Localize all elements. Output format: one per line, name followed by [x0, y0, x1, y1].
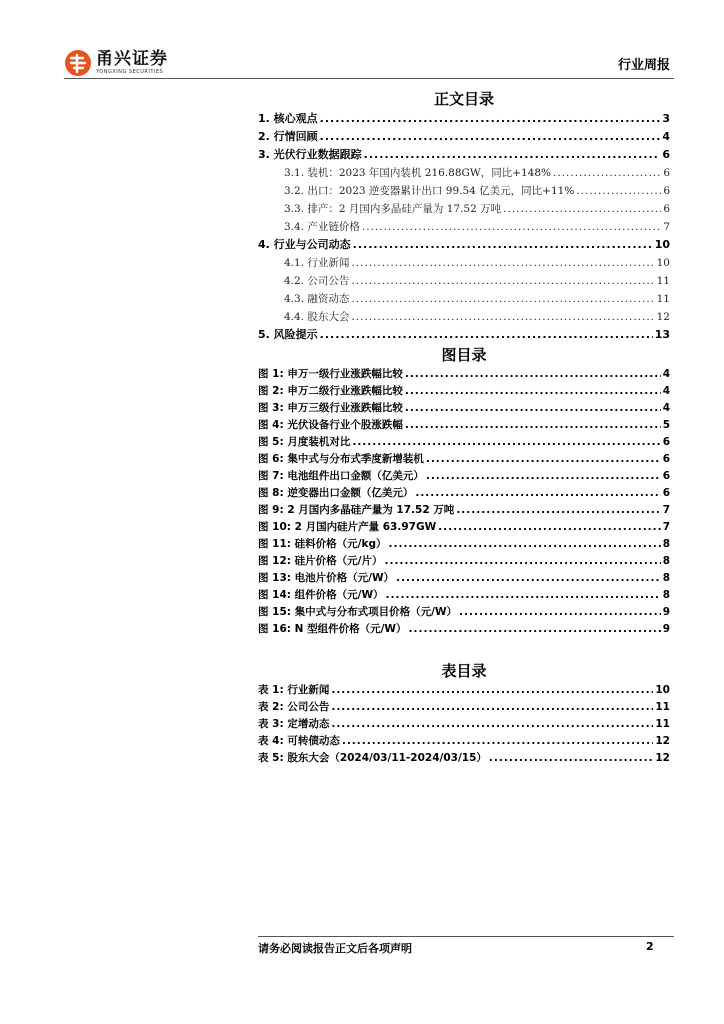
- contents-toc-entry[interactable]: [258, 164, 670, 182]
- figure-entry-page: 4: [662, 402, 670, 414]
- contents-entry-label: 3.2. 出口：2023 逆变器累计出口 99.54 亿美元，同比+11%: [284, 185, 575, 197]
- table-entry-page: 12: [655, 735, 670, 747]
- contents-toc-entry[interactable]: [258, 200, 670, 218]
- table-entry-label: 表 1: 行业新闻: [258, 684, 330, 696]
- dot-leader: [364, 146, 661, 164]
- dot-leader: [342, 733, 654, 750]
- figure-toc-entry[interactable]: [258, 536, 670, 553]
- dot-leader: [426, 451, 661, 468]
- dot-leader: [331, 699, 653, 716]
- table-entry-page: 10: [655, 684, 670, 696]
- figure-toc-entry[interactable]: [258, 400, 670, 417]
- contents-entry-page: 6: [663, 167, 670, 179]
- figure-entry-label: 图 14: 组件价格（元/W）: [258, 589, 384, 601]
- contents-entry-label: 3. 光伏行业数据跟踪: [258, 148, 362, 161]
- table-toc-entry[interactable]: [258, 716, 670, 733]
- table-toc-entry[interactable]: [258, 682, 670, 699]
- figure-entry-page: 6: [662, 487, 670, 499]
- page-header: [64, 48, 674, 78]
- contents-entry-page: 13: [654, 328, 670, 341]
- contents-toc-entry[interactable]: [258, 218, 670, 236]
- brand-name-cn: 甬兴证券: [96, 49, 168, 69]
- contents-toc-entry[interactable]: [258, 128, 670, 146]
- table-entry-label: 表 2: 公司公告: [258, 701, 330, 713]
- contents-entry-page: 6: [663, 203, 670, 215]
- figure-toc-entry[interactable]: [258, 366, 670, 383]
- brand-mark-icon: [64, 49, 92, 77]
- figure-entry-label: 图 6: 集中式与分布式季度新增装机: [258, 453, 424, 465]
- figure-entry-label: 图 12: 硅片价格（元/片）: [258, 555, 383, 567]
- contents-entry-page: 10: [654, 238, 670, 251]
- contents-toc-entry[interactable]: [258, 326, 670, 344]
- dot-leader: [351, 254, 654, 272]
- figure-entry-label: 图 7: 电池组件出口金额（亿美元）: [258, 470, 424, 482]
- contents-entry-label: 5. 风险提示: [258, 328, 318, 341]
- dot-leader: [405, 383, 661, 400]
- dot-leader: [352, 434, 660, 451]
- table-entry-label: 表 5: 股东大会（2024/03/11-2024/03/15）: [258, 752, 487, 764]
- figure-entry-page: 6: [662, 453, 670, 465]
- dot-leader: [408, 621, 660, 638]
- contents-entry-label: 3.4. 产业链价格: [284, 221, 360, 233]
- contents-toc-entry[interactable]: [258, 182, 670, 200]
- contents-entry-page: 11: [656, 275, 670, 287]
- figures-toc: [258, 344, 670, 638]
- figure-toc-entry[interactable]: [258, 570, 670, 587]
- figure-toc-entry[interactable]: [258, 587, 670, 604]
- table-entry-label: 表 4: 可转债动态: [258, 735, 340, 747]
- table-entry-page: 11: [655, 718, 670, 730]
- figure-entry-page: 6: [662, 436, 670, 448]
- brand-logo: [64, 48, 168, 78]
- dot-leader: [320, 326, 653, 344]
- contents-entry-page: 3: [662, 112, 670, 125]
- figure-toc-entry[interactable]: [258, 621, 670, 638]
- dot-leader: [320, 110, 661, 128]
- dot-leader: [489, 750, 653, 767]
- contents-entry-page: 7: [663, 221, 670, 233]
- figure-toc-entry[interactable]: [258, 519, 670, 536]
- figure-entry-page: 6: [662, 470, 670, 482]
- figure-entry-label: 图 3: 申万三级行业涨跌幅比较: [258, 402, 403, 414]
- figure-entry-page: 9: [662, 623, 670, 635]
- dot-leader: [353, 236, 653, 254]
- figure-toc-entry[interactable]: [258, 604, 670, 621]
- figure-entry-label: 图 4: 光伏设备行业个股涨跌幅: [258, 419, 403, 431]
- figure-entry-page: 8: [662, 555, 670, 567]
- dot-leader: [386, 587, 661, 604]
- figure-toc-entry[interactable]: [258, 553, 670, 570]
- dot-leader: [438, 519, 661, 536]
- contents-toc: [258, 88, 670, 344]
- figure-entry-page: 9: [662, 606, 670, 618]
- table-entry-page: 11: [655, 701, 670, 713]
- figure-toc-entry[interactable]: [258, 383, 670, 400]
- table-toc-entry[interactable]: [258, 733, 670, 750]
- figures-title: 图目录: [441, 346, 487, 364]
- contents-entry-label: 4.2. 公司公告: [284, 275, 350, 287]
- page-number: 2: [646, 940, 654, 953]
- report-type-label: 行业周报: [617, 58, 670, 73]
- contents-entry-label: 4.3. 融资动态: [284, 293, 350, 305]
- figure-entry-label: 图 13: 电池片价格（元/W）: [258, 572, 395, 584]
- dot-leader: [405, 400, 661, 417]
- contents-entry-label: 2. 行情回顾: [258, 130, 318, 143]
- dot-leader: [351, 272, 654, 290]
- figure-entry-page: 5: [662, 419, 670, 431]
- figure-toc-entry[interactable]: [258, 485, 670, 502]
- contents-entry-label: 4. 行业与公司动态: [258, 238, 351, 251]
- figure-entry-page: 7: [662, 521, 670, 533]
- dot-leader: [331, 716, 653, 733]
- contents-entry-page: 4: [662, 130, 670, 143]
- figure-entry-label: 图 11: 硅料价格（元/kg）: [258, 538, 387, 550]
- dot-leader: [405, 417, 661, 434]
- footer-divider: [258, 936, 674, 937]
- contents-toc-entry[interactable]: [258, 290, 670, 308]
- table-entry-page: 12: [655, 752, 670, 764]
- contents-entry-page: 12: [656, 311, 670, 323]
- disclaimer-note: 请务必阅读报告正文后各项声明: [258, 942, 412, 955]
- dot-leader: [459, 604, 661, 621]
- contents-toc-entry[interactable]: [258, 146, 670, 164]
- contents-entry-label: 4.1. 行业新闻: [284, 257, 350, 269]
- dot-leader: [331, 682, 653, 699]
- dot-leader: [396, 570, 661, 587]
- table-toc-entry[interactable]: [258, 750, 670, 767]
- figure-entry-label: 图 15: 集中式与分布式项目价格（元/W）: [258, 606, 458, 618]
- contents-entry-page: 10: [656, 257, 670, 269]
- dot-leader: [320, 128, 661, 146]
- contents-toc-entry[interactable]: [258, 254, 670, 272]
- contents-entry-label: 4.4. 股东大会: [284, 311, 350, 323]
- dot-leader: [351, 308, 654, 326]
- figure-entry-page: 8: [662, 572, 670, 584]
- figure-toc-entry[interactable]: [258, 451, 670, 468]
- dot-leader: [426, 468, 661, 485]
- dot-leader: [388, 536, 660, 553]
- dot-leader: [553, 164, 661, 182]
- figure-entry-label: 图 16: N 型组件价格（元/W）: [258, 623, 407, 635]
- contents-entry-label: 3.3. 排产：2 月国内多晶硅产量为 17.52 万吨: [284, 203, 502, 215]
- table-entry-label: 表 3: 定增动态: [258, 718, 330, 730]
- figure-entry-page: 7: [662, 504, 670, 516]
- contents-toc-entry[interactable]: [258, 236, 670, 254]
- tables-toc: [258, 660, 670, 767]
- brand-name-en: YONGXING SECURITIES: [96, 69, 164, 75]
- figure-entry-label: 图 8: 逆变器出口金额（亿美元）: [258, 487, 414, 499]
- dot-leader: [415, 485, 660, 502]
- figure-entry-page: 4: [662, 368, 670, 380]
- figure-entry-label: 图 2: 申万二级行业涨跌幅比较: [258, 385, 403, 397]
- dot-leader: [456, 502, 660, 519]
- figure-entry-label: 图 5: 月度装机对比: [258, 436, 351, 448]
- table-toc-entry[interactable]: [258, 699, 670, 716]
- dot-leader: [362, 218, 661, 236]
- dot-leader: [503, 200, 661, 218]
- figure-entry-label: 图 10: 2 月国内硅片产量 63.97GW: [258, 521, 437, 533]
- contents-title: 正文目录: [433, 90, 494, 108]
- contents-entry-label: 1. 核心观点: [258, 112, 318, 125]
- dot-leader: [351, 290, 654, 308]
- figure-entry-page: 8: [662, 589, 670, 601]
- figure-entry-page: 8: [662, 538, 670, 550]
- dot-leader: [576, 182, 661, 200]
- figure-toc-entry[interactable]: [258, 417, 670, 434]
- header-divider: [64, 78, 674, 79]
- figure-toc-entry[interactable]: [258, 502, 670, 519]
- figure-toc-entry[interactable]: [258, 468, 670, 485]
- figure-toc-entry[interactable]: [258, 434, 670, 451]
- dot-leader: [384, 553, 660, 570]
- figure-entry-page: 4: [662, 385, 670, 397]
- contents-entry-page: 6: [662, 148, 670, 161]
- contents-toc-entry[interactable]: [258, 308, 670, 326]
- dot-leader: [405, 366, 661, 383]
- contents-toc-entry[interactable]: [258, 110, 670, 128]
- contents-toc-entry[interactable]: [258, 272, 670, 290]
- contents-entry-page: 6: [663, 185, 670, 197]
- tables-title: 表目录: [441, 662, 487, 680]
- contents-entry-label: 3.1. 装机：2023 年国内装机 216.88GW，同比+148%: [284, 167, 552, 179]
- figure-entry-label: 图 9: 2 月国内多晶硅产量为 17.52 万吨: [258, 504, 455, 516]
- figure-entry-label: 图 1: 申万一级行业涨跌幅比较: [258, 368, 403, 380]
- contents-entry-page: 11: [656, 293, 670, 305]
